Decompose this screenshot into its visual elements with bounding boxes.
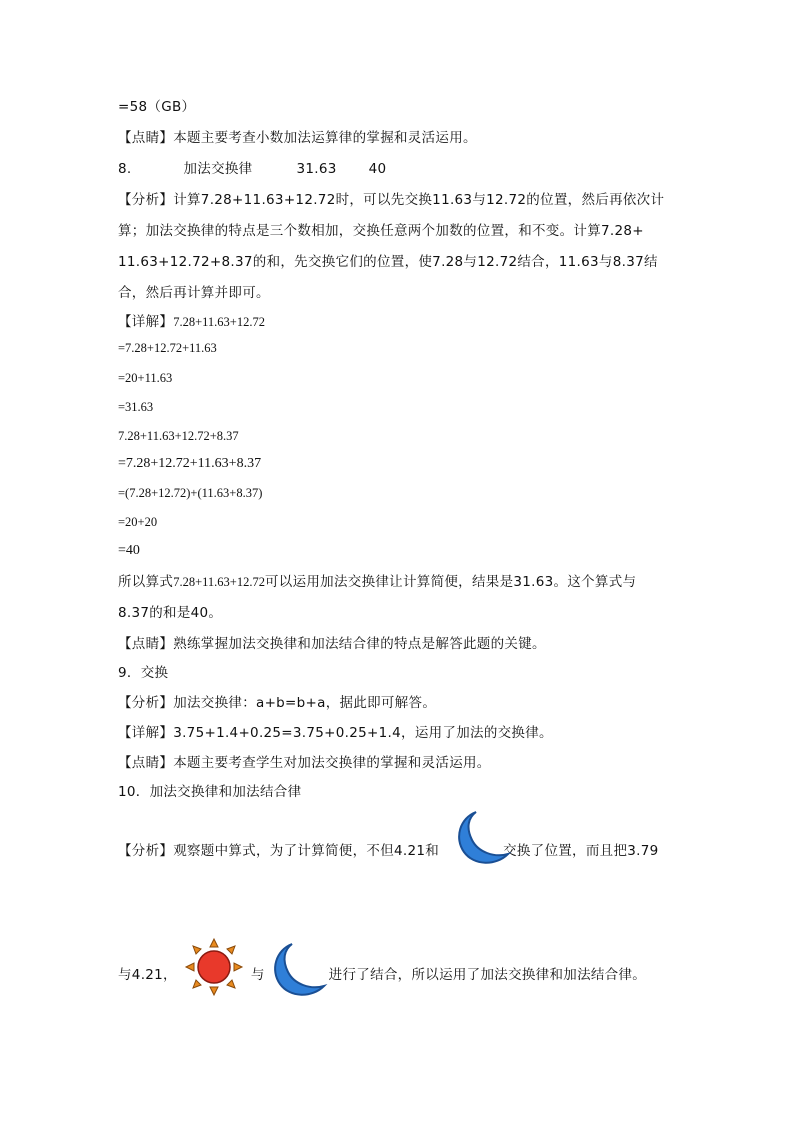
detail-8-label: 【详解】 [118,314,174,330]
line-result: =58（GB） [118,99,196,115]
sun-disc [198,951,230,983]
analysis-8-line-4: 合，然后再计算并即可。 [118,285,270,301]
analysis-9: 【分析】加法交换律：a+b=b+a，据此即可解答。 [118,695,437,711]
calc-step-6: =(7.28+12.72)+(11.63+8.37) [118,486,263,500]
analysis-10-text-c: 与4.21， [118,967,177,983]
calc-step-1: =7.28+12.72+11.63 [118,341,217,355]
sun-icon [184,937,244,997]
conclusion-8-text-b: 可以运用加法交换律让计算简便，结果是31.63。这个算式与 [264,574,637,590]
analysis-10-text-d: 与 [250,967,265,983]
answer-8-law: 加法交换律 [183,161,253,177]
detail-8 [118,313,265,331]
note-8: 【点睛】熟练掌握加法交换律和加法结合律的特点是解答此题的关键。 [118,636,546,652]
line-note-1: 【点睛】本题主要考查小数加法运算律的掌握和灵活运用。 [118,130,477,146]
answer-8-number: 8. [118,161,132,177]
calc-step-4: 7.28+11.63+12.72+8.37 [118,429,239,443]
detail-8-expr: 7.28+11.63+12.72 [173,315,265,329]
answer-8 [118,160,386,178]
analysis-8-line-2: 算；加法交换律的特点是三个数相加，交换任意两个加数的位置，和不变。计算7.28+ [118,223,644,239]
analysis-10-text-e: 进行了结合，所以运用了加法交换律和加法结合律。 [328,967,647,983]
answer-8-value-2: 40 [368,161,387,177]
conclusion-8-line-1 [118,573,636,591]
answer-10: 10．加法交换律和加法结合律 [118,784,302,800]
note-9: 【点睛】本题主要考查学生对加法交换律的掌握和灵活运用。 [118,755,491,771]
calc-step-8: =40 [118,543,140,558]
conclusion-8-line-2: 8.37的和是40。 [118,605,223,621]
moon-icon [268,940,328,1000]
analysis-10-text-b: 交换了位置，而且把3.79 [503,843,659,859]
calc-step-5: =7.28+12.72+11.63+8.37 [118,456,262,471]
conclusion-8-text-a: 所以算式 [118,574,174,590]
calc-step-7: =20+20 [118,515,158,529]
answer-9: 9．交换 [118,665,169,681]
analysis-10-text-a: 【分析】观察题中算式，为了计算简便，不但4.21和 [118,843,440,859]
calc-step-2: =20+11.63 [118,371,173,385]
analysis-8-line-3: 11.63+12.72+8.37的和，先交换它们的位置，使7.28与12.72结合，11.63与8.37结 [118,254,658,270]
detail-9: 【详解】3.75+1.4+0.25=3.75+0.25+1.4，运用了加法的交换律。 [118,725,553,741]
moon-shape [459,812,508,863]
moon-icon [452,808,512,868]
analysis-8-line-1: 【分析】计算7.28+11.63+12.72时，可以先交换11.63与12.72的位置，然后再依次计 [118,192,665,208]
moon-shape [275,944,324,995]
calc-step-3: =31.63 [118,400,154,414]
conclusion-8-expr: 7.28+11.63+12.72 [173,575,265,589]
answer-8-value-1: 31.63 [296,161,337,177]
analysis-10-line-1 [118,842,659,860]
